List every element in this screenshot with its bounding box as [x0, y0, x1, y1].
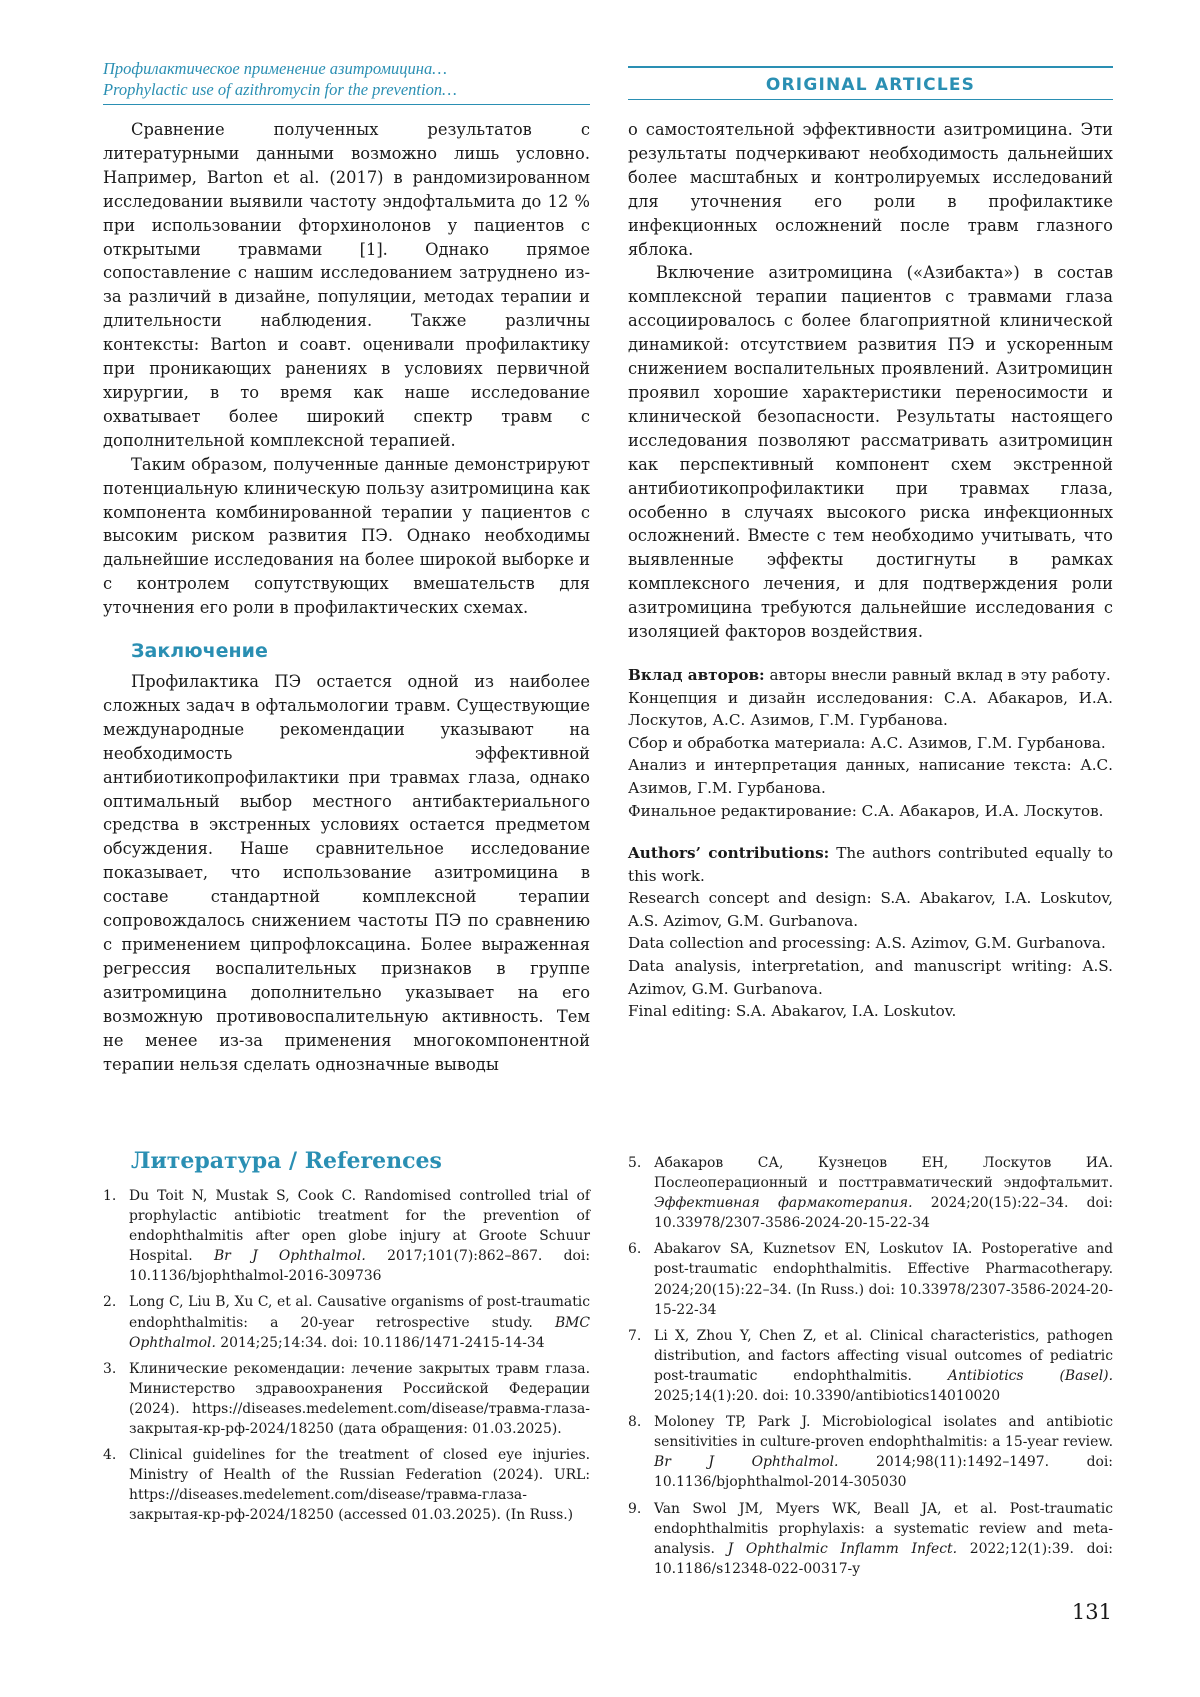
running-header	[103, 58, 590, 105]
section-rule-bottom	[628, 99, 1113, 100]
reference-item: 2. Long C, Liu B, Xu C, et al. Causative organisms of post-traumatic endophthalmitis: a 20-year retrospective study. BMC Ophthalmol. 2014;25;14:34. doi: 10.1186/1471-2415-14-34	[103, 1294, 590, 1351]
section-rule-top	[628, 66, 1113, 68]
page-number: 131	[1071, 1600, 1112, 1624]
body-paragraph: о самостоятельной эффективности азитромицина. Эти результаты подчеркивают необходимость дальнейших более масштабных и контролируемых исследований для уточнения его роли в профилактике инфекционных осложнений после травм глазного яблока.	[628, 120, 1113, 259]
contrib-ru-data: Сбор и обработка материала: А.С. Азимов, Г.М. Гурбанова.	[628, 733, 1106, 752]
contrib-en-concept: Research concept and design: S.A. Abakarov, I.A. Loskutov, A.S. Azimov, G.M. Gurbanova.	[628, 889, 1113, 930]
contrib-en-analysis: Data analysis, interpretation, and manuscript writing: A.S. Azimov, G.M. Gurbanova.	[628, 957, 1113, 998]
contrib-ru-concept: Концепция и дизайн исследования: С.А. Абакаров, И.А. Лоскутов, А.С. Азимов, Г.М. Гурбанова.	[628, 688, 1113, 730]
left-column	[103, 118, 590, 1076]
reference-list	[103, 1186, 590, 1526]
references-right	[628, 1153, 1113, 1585]
section-label: ORIGINAL ARTICLES	[765, 74, 976, 95]
running-title-en: Prophylactic use of azithromycin for the prevention…	[103, 80, 457, 99]
section-header	[628, 66, 1113, 100]
contrib-en-data: Data collection and processing: A.S. Azimov, G.M. Gurbanova.	[628, 934, 1106, 953]
reference-item: 3. Клинические рекомендации: лечение закрытых травм глаза. Министерство здравоохранения Российской Федерации (2024). https://diseases.medelement.com/disease/травма-глаза-закрытая-кр-рф-2024/18250 (дата обращения: 01.03.2025).	[103, 1360, 590, 1438]
conclusion-heading: Заключение	[131, 640, 268, 663]
body-paragraph: Включение азитромицина («Азибакта») в состав комплексной терапии пациентов с травмами глаза ассоциировалось с более благоприятной клинической динамикой: отсутствием развития ПЭ и ускоренным снижением воспалительных проявлений. Азитромицин проявил хорошие характеристики переносимости и клинической безопасности. Результаты настоящего исследования позволяют рассматривать азитромицин как перспективный компонент схем экстренной антибиотикопрофилактики при травмах глаза, особенно в случаях высокого риска инфекционных осложнений. Вместе с тем необходимо учитывать, что выявленные эффекты достигнуты в рамках комплексного лечения, и для подтверждения роли азитромицина требуются дальнейшие исследования с изоляцией факторов воздействия.	[628, 263, 1113, 642]
references-heading: Литература / References	[131, 1148, 442, 1174]
header-rule	[103, 104, 590, 105]
contrib-en-label: Authors’ contributions:	[628, 844, 830, 863]
body-paragraph: Таким образом, полученные данные демонстрируют потенциальную клиническую пользу азитромицина как компонента комбинированной терапии у пациентов с высоким риском развития ПЭ. Однако необходимы дальнейшие исследования на более широкой выборке и с контролем сопутствующих вмешательств для уточнения его роли в профилактических схемах.	[103, 454, 590, 618]
contrib-ru-analysis: Анализ и интерпретация данных, написание текста: А.С. Азимов, Г.М. Гурбанова.	[628, 756, 1113, 797]
reference-item: 4. Clinical guidelines for the treatment of closed eye injuries. Ministry of Health of the Russian Federation (2024). URL: https://diseases.medelement.com/disease/травма-глаза-закрытая-кр-рф-2024/18250 (accessed 01.03.2025). (In Russ.)	[103, 1447, 590, 1524]
contrib-ru-text: авторы внесли равный вклад в эту работу.	[769, 665, 1111, 684]
right-column	[628, 118, 1113, 1023]
contrib-en-text: The authors contributed equally to this work.	[628, 844, 1114, 885]
running-title-ru: Профилактическое применение азитромицина…	[103, 59, 447, 78]
reference-item: 9. Van Swol JM, Myers WK, Beall JA, et al. Post-traumatic endophthalmitis prophylaxis: a systematic review and meta-analysis. J Ophthalmic Inflamm Infect. 2022;12(1):39. doi: 10.1186/s12348-022-00317-y	[628, 1500, 1113, 1577]
body-paragraph: Сравнение полученных результатов с литературными данными возможно лишь условно. Например, Barton et al. (2017) в рандомизированном исследовании выявили частоту эндофтальмита до 12 % при использовании фторхинолонов у пациентов с открытыми травмами [1]. Однако прямое сопоставление с нашим исследованием затруднено из-за различий в дизайне, популяции, методах терапии и длительности наблюдения. Также различны контексты: Barton и соавт. оценивали профилактику при проникающих ранениях в условиях первичной хирургии, в то время как наше исследование охватывает более широкий спектр травм с дополнительной комплексной терапией.	[103, 120, 590, 450]
reference-item: 1. Du Toit N, Mustak S, Cook C. Randomised controlled trial of prophylactic antibiotic treatment for the prevention of endophthalmitis after open globe injury at Groote Schuur Hospital. Br J Ophthalmol. 2017;101(7):862–867. doi: 10.1136/bjophthalmol-2016-309736	[103, 1188, 590, 1285]
reference-item: 6. Abakarov SA, Kuznetsov EN, Loskutov IA. Postoperative and post-traumatic endophthalmitis. Effective Pharmacotherapy. 2024;20(15):22–34. (In Russ.) doi: 10.33978/2307-3586-2024-20-15-22-34	[628, 1241, 1113, 1318]
contrib-ru-label: Вклад авторов:	[628, 665, 765, 684]
reference-item: 8. Moloney TP, Park J. Microbiological isolates and antibiotic sensitivities in culture-proven endophthalmitis: a 15-year review. Br J Ophthalmol. 2014;98(11):1492–1497. doi: 10.1136/bjophthalmol-2014-305030	[628, 1414, 1113, 1491]
body-paragraph: Профилактика ПЭ остается одной из наиболее сложных задач в офтальмологии травм. Существующие международные рекомендации указывают на необходимость эффективной антибиотикопрофилактики при травмах глаза, однако оптимальный выбор местного антибактериального средства в экстренных условиях остается предметом обсуждения. Наше сравнительное исследование показывает, что использование азитромицина в составе стандартной комплексной терапии сопровождалось снижением частоты ПЭ по сравнению с применением ципрофлоксацина. Более выраженная регрессия воспалительных признаков в группе азитромицина дополнительно указывает на его возможную противовоспалительную активность. Тем не менее из-за применения многокомпонентной терапии нельзя сделать однозначные выводы	[103, 672, 590, 1074]
contrib-en-final: Final editing: S.A. Abakarov, I.A. Loskutov.	[628, 1002, 957, 1021]
reference-item: 7. Li X, Zhou Y, Chen Z, et al. Clinical characteristics, pathogen distribution, and factors affecting visual outcomes of pediatric post-traumatic endophthalmitis. Antibiotics (Basel). 2025;14(1):20. doi: 10.3390/antibiotics14010020	[628, 1327, 1113, 1405]
reference-list	[628, 1153, 1113, 1579]
references-left	[103, 1148, 590, 1532]
contributions-en	[628, 842, 1113, 1023]
contrib-ru-final: Финальное редактирование: С.А. Абакаров, И.А. Лоскутов.	[628, 801, 1104, 820]
reference-item: 5. Абакаров СА, Кузнецов ЕН, Лоскутов ИА. Послеоперационный и посттравматический эндофтальмит. Эффективная фармакотерапия. 2024;20(15):22–34. doi: 10.33978/2307-3586-2024-20-15-22-34	[628, 1155, 1113, 1232]
contributions-ru	[628, 664, 1113, 822]
